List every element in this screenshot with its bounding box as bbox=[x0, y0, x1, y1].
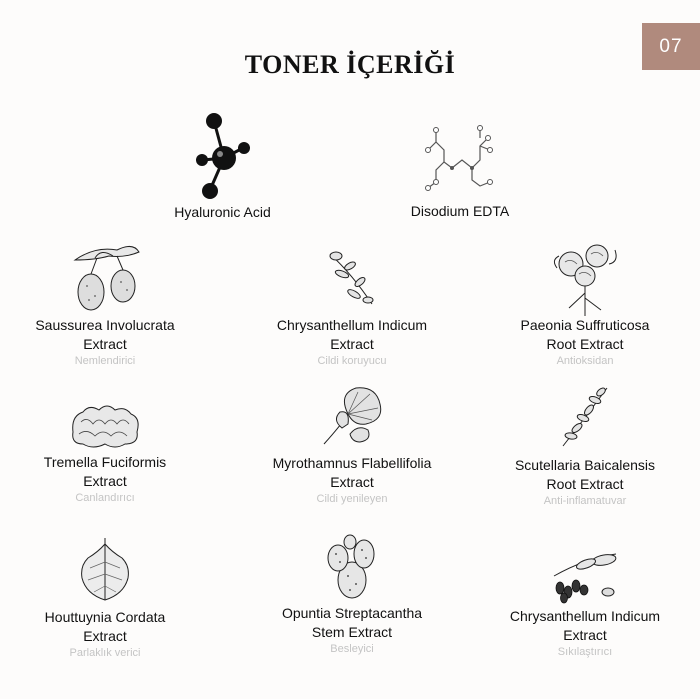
fruit-branch-icon bbox=[65, 238, 145, 316]
ingredient-name-line2: Extract bbox=[83, 628, 127, 644]
ingredient-name-line2: Extract bbox=[330, 336, 374, 352]
ingredient-name-line1: Chrysanthellum Indicum bbox=[509, 608, 661, 624]
ingredient-name: Hyaluronic Acid bbox=[174, 204, 271, 220]
page-number-badge: 07 bbox=[642, 23, 700, 70]
structural-formula-icon bbox=[418, 118, 502, 200]
ingredient-paeonia bbox=[500, 238, 670, 368]
ingredient-name-line2: Extract bbox=[330, 474, 374, 490]
ingredient-description: Canlandırıcı bbox=[75, 492, 135, 504]
ingredient-name-line1: Chrysanthellum Indicum bbox=[276, 317, 428, 333]
berry-branch-icon bbox=[550, 548, 620, 604]
cactus-icon bbox=[322, 532, 382, 602]
ingredient-name-line1: Houttuynia Cordata bbox=[44, 609, 166, 625]
ingredient-name-line1: Paeonia Suffruticosa bbox=[520, 317, 650, 333]
ingredient-description: Anti-inflamatuvar bbox=[543, 495, 627, 507]
flower-sprig-icon bbox=[322, 244, 382, 314]
ingredient-myrothamnus bbox=[252, 384, 452, 506]
ingredient-name-line1: Myrothamnus Flabellifolia bbox=[272, 455, 432, 471]
ingredient-name-line2: Extract bbox=[83, 336, 127, 352]
ingredient-name-line1: Saussurea Involucrata bbox=[35, 317, 175, 333]
fungus-icon bbox=[69, 402, 141, 450]
ingredient-saussurea bbox=[20, 238, 190, 368]
ingredient-description: Cildi yenileyen bbox=[316, 493, 388, 505]
ingredient-scutellaria bbox=[500, 382, 670, 508]
ingredient-name-line1: Scutellaria Baicalensis bbox=[514, 457, 656, 473]
heart-leaf-icon bbox=[78, 538, 132, 604]
herb-spike-icon bbox=[555, 382, 615, 452]
ingredient-disodium-edta bbox=[390, 118, 530, 221]
ingredient-description: Cildi koruyucu bbox=[317, 355, 387, 367]
fan-leaf-icon bbox=[318, 384, 386, 452]
ingredient-opuntia bbox=[262, 532, 442, 656]
ingredient-name-line2: Extract bbox=[83, 473, 127, 489]
ingredient-houttuynia bbox=[20, 538, 190, 660]
ingredient-description: Nemlendirici bbox=[74, 355, 136, 367]
ingredient-hyaluronic-acid bbox=[140, 108, 305, 222]
peony-icon bbox=[549, 238, 621, 316]
ingredient-name-line2: Stem Extract bbox=[311, 624, 393, 640]
ingredient-chrysanthellum-2 bbox=[495, 548, 675, 659]
ingredient-description: Besleyici bbox=[330, 643, 374, 655]
ingredient-tremella bbox=[20, 402, 190, 505]
ingredient-name-line2: Extract bbox=[563, 627, 607, 643]
ingredient-chrysanthellum-1 bbox=[262, 244, 442, 368]
page-title: TONER İÇERİĞİ bbox=[244, 50, 456, 79]
ingredient-description: Sıkılaştırıcı bbox=[557, 646, 613, 658]
ingredient-name-line1: Opuntia Streptacantha bbox=[281, 605, 423, 621]
ingredient-name-line1: Tremella Fuciformis bbox=[43, 454, 167, 470]
molecule-icon bbox=[188, 108, 258, 203]
ingredient-name-line2: Root Extract bbox=[546, 476, 624, 492]
ingredient-name: Disodium EDTA bbox=[410, 203, 510, 219]
ingredient-description: Antioksidan bbox=[556, 355, 614, 367]
ingredient-name-line2: Root Extract bbox=[546, 336, 624, 352]
ingredient-description: Parlaklık verici bbox=[69, 647, 141, 659]
